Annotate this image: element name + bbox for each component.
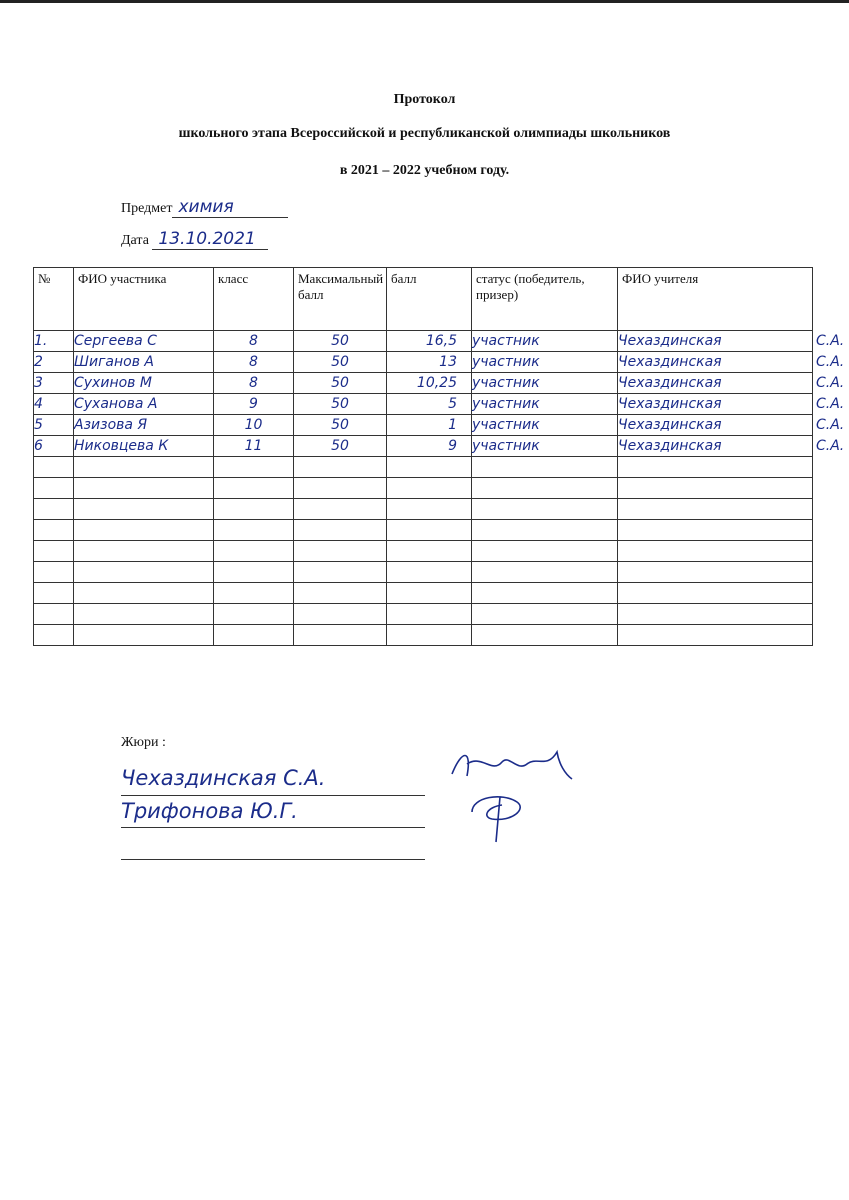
teacher-name: Чехаздинская	[618, 375, 722, 391]
empty-cell	[214, 625, 294, 646]
score: 16,5	[387, 331, 472, 352]
empty-cell	[472, 478, 618, 499]
score: 9	[387, 436, 472, 457]
jury-member-2: Трифонова Ю.Г.	[121, 799, 298, 823]
empty-cell	[618, 457, 813, 478]
empty-cell	[387, 520, 472, 541]
max-score: 50	[294, 436, 387, 457]
empty-cell	[34, 499, 74, 520]
empty-cell	[294, 604, 387, 625]
empty-cell	[294, 562, 387, 583]
teacher-initials: С.А.	[816, 417, 845, 433]
protocol-year: в 2021 – 2022 учебном году.	[339, 163, 510, 178]
empty-cell	[387, 499, 472, 520]
empty-cell	[472, 520, 618, 541]
jury-signature-1	[447, 744, 587, 784]
jury-line-1	[121, 795, 425, 796]
empty-cell	[34, 604, 74, 625]
col-header-teacher: ФИО учителя	[618, 268, 813, 331]
empty-cell	[74, 541, 214, 562]
empty-cell	[387, 583, 472, 604]
subject-field	[121, 197, 288, 218]
table-row	[34, 415, 813, 436]
teacher-cell	[618, 415, 845, 436]
max-score: 50	[294, 331, 387, 352]
participant-grade: 9	[214, 394, 294, 415]
col-header-participant: ФИО участника	[74, 268, 214, 331]
participant-grade: 8	[214, 373, 294, 394]
jury-line-3	[121, 859, 425, 860]
col-header-number: №	[34, 268, 74, 331]
empty-cell	[74, 457, 214, 478]
status: участник	[472, 331, 618, 352]
protocol-title: Протокол	[393, 92, 456, 107]
teacher-cell	[618, 436, 845, 457]
participant-grade: 8	[214, 352, 294, 373]
results-table	[33, 267, 845, 646]
status: участник	[472, 352, 618, 373]
table-row-empty	[34, 457, 813, 478]
table-row	[34, 373, 813, 394]
empty-cell	[472, 562, 618, 583]
scan-top-edge	[0, 0, 849, 3]
empty-cell	[294, 457, 387, 478]
jury-member-1: Чехаздинская С.А.	[121, 766, 326, 790]
teacher-cell	[618, 331, 845, 352]
empty-cell	[472, 541, 618, 562]
empty-cell	[618, 499, 813, 520]
empty-cell	[618, 604, 813, 625]
jury-line-2	[121, 827, 425, 828]
empty-cell	[34, 562, 74, 583]
table-row	[34, 331, 813, 352]
empty-cell	[472, 625, 618, 646]
empty-cell	[387, 457, 472, 478]
table-header-row	[34, 268, 813, 331]
empty-cell	[34, 583, 74, 604]
empty-cell	[74, 478, 214, 499]
teacher-cell	[618, 373, 845, 394]
empty-cell	[34, 625, 74, 646]
empty-cell	[214, 520, 294, 541]
table-row	[34, 436, 813, 457]
col-header-grade: класс	[214, 268, 294, 331]
table-row-empty	[34, 562, 813, 583]
participant-grade: 10	[214, 415, 294, 436]
empty-cell	[214, 583, 294, 604]
empty-cell	[387, 562, 472, 583]
status: участник	[472, 436, 618, 457]
row-number: 1.	[34, 331, 74, 352]
empty-cell	[294, 499, 387, 520]
empty-cell	[387, 604, 472, 625]
teacher-name: Чехаздинская	[618, 438, 722, 454]
date-label: Дата	[121, 233, 149, 248]
empty-cell	[214, 562, 294, 583]
table-row	[34, 394, 813, 415]
empty-cell	[74, 499, 214, 520]
table-row-empty	[34, 625, 813, 646]
empty-cell	[472, 604, 618, 625]
participant-grade: 11	[214, 436, 294, 457]
empty-cell	[472, 499, 618, 520]
empty-cell	[618, 625, 813, 646]
empty-cell	[294, 541, 387, 562]
table-row	[34, 352, 813, 373]
participant-name: Шиганов А	[74, 352, 214, 373]
subject-value: химия	[172, 197, 288, 218]
empty-cell	[618, 520, 813, 541]
empty-cell	[214, 499, 294, 520]
status: участник	[472, 415, 618, 436]
empty-cell	[294, 625, 387, 646]
empty-cell	[387, 478, 472, 499]
score: 1	[387, 415, 472, 436]
empty-cell	[74, 604, 214, 625]
empty-cell	[74, 562, 214, 583]
teacher-initials: С.А.	[816, 333, 845, 349]
max-score: 50	[294, 415, 387, 436]
empty-cell	[387, 625, 472, 646]
teacher-name: Чехаздинская	[618, 417, 722, 433]
empty-cell	[214, 604, 294, 625]
empty-cell	[214, 478, 294, 499]
empty-cell	[472, 457, 618, 478]
empty-cell	[34, 541, 74, 562]
empty-cell	[618, 541, 813, 562]
row-number: 2	[34, 352, 74, 373]
empty-cell	[387, 541, 472, 562]
teacher-name: Чехаздинская	[618, 396, 722, 412]
empty-cell	[34, 520, 74, 541]
empty-cell	[214, 457, 294, 478]
col-header-max-score: Максимальный балл	[294, 268, 387, 331]
col-header-score: балл	[387, 268, 472, 331]
participant-name: Сергеева С	[74, 331, 214, 352]
table-row-empty	[34, 499, 813, 520]
row-number: 5	[34, 415, 74, 436]
teacher-name: Чехаздинская	[618, 333, 722, 349]
empty-cell	[294, 478, 387, 499]
participant-grade: 8	[214, 331, 294, 352]
participant-name: Сухинов М	[74, 373, 214, 394]
empty-cell	[74, 625, 214, 646]
protocol-subtitle: школьного этапа Всероссийской и республиканской олимпиады школьников	[178, 126, 671, 141]
jury-signature-2	[462, 787, 542, 847]
date-field	[121, 229, 268, 250]
table-row-empty	[34, 520, 813, 541]
empty-cell	[34, 478, 74, 499]
empty-cell	[294, 583, 387, 604]
teacher-initials: С.А.	[816, 438, 845, 454]
empty-cell	[214, 541, 294, 562]
empty-cell	[294, 520, 387, 541]
status: участник	[472, 394, 618, 415]
score: 10,25	[387, 373, 472, 394]
empty-cell	[618, 478, 813, 499]
max-score: 50	[294, 352, 387, 373]
teacher-initials: С.А.	[816, 375, 845, 391]
teacher-name: Чехаздинская	[618, 354, 722, 370]
empty-cell	[618, 562, 813, 583]
date-value: 13.10.2021	[152, 229, 268, 250]
teacher-cell	[618, 352, 845, 373]
empty-cell	[74, 583, 214, 604]
participant-name: Суханова А	[74, 394, 214, 415]
empty-cell	[74, 520, 214, 541]
table-row-empty	[34, 478, 813, 499]
max-score: 50	[294, 373, 387, 394]
teacher-initials: С.А.	[816, 396, 845, 412]
teacher-initials: С.А.	[816, 354, 845, 370]
table-row-empty	[34, 604, 813, 625]
table-row-empty	[34, 541, 813, 562]
jury-label: Жюри :	[121, 735, 166, 750]
row-number: 4	[34, 394, 74, 415]
status: участник	[472, 373, 618, 394]
empty-cell	[472, 583, 618, 604]
empty-cell	[618, 583, 813, 604]
table-row-empty	[34, 583, 813, 604]
row-number: 3	[34, 373, 74, 394]
col-header-status: статус (победитель, призер)	[472, 268, 618, 331]
score: 13	[387, 352, 472, 373]
empty-cell	[34, 457, 74, 478]
subject-label: Предмет	[121, 201, 173, 216]
teacher-cell	[618, 394, 845, 415]
participant-name: Никовцева К	[74, 436, 214, 457]
max-score: 50	[294, 394, 387, 415]
row-number: 6	[34, 436, 74, 457]
participant-name: Азизова Я	[74, 415, 214, 436]
score: 5	[387, 394, 472, 415]
